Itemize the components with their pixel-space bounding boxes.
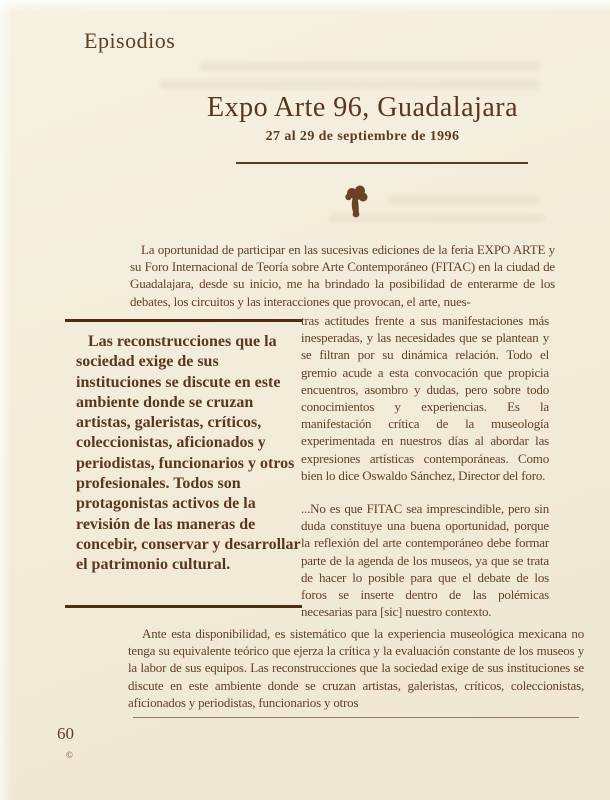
footer-rule — [133, 717, 579, 718]
section-header: Episodios — [84, 28, 176, 53]
bleed-through-mark — [200, 62, 540, 71]
page-number: 60 — [57, 724, 74, 743]
fleuron-ornament-icon — [338, 184, 372, 224]
pull-quote: Las reconstrucciones que la sociedad exige de sus instituciones se discute en este ambiente donde se cruzan artistas, galeristas, críticos, coleccionistas, aficionados y periodistas, funcionarios y otros profesionales. Todos son protagonistas activos de la revisión de las maneras de concebir, conservar y desarrollar el patrimonio cultural. — [76, 333, 301, 574]
bleed-through-mark — [390, 196, 540, 204]
scan-edge-top — [0, 0, 610, 12]
pull-quote-rule-bottom — [65, 605, 302, 608]
paragraph-block-quote: ...No es que FITAC sea imprescindible, pero sin duda constituye una buena oportunidad, porque la reflexión del arte contemporáneo debe formar parte de la agenda de los museos, ya que se trata de hacer lo posible para que el debate de los foros se inserte dentro de las polémicas necesarias para [sic] nuestro contexto. — [301, 501, 549, 620]
scan-edge-left — [0, 0, 12, 800]
paragraph-intro-continued: tras actitudes frente a sus manifestaciones más inesperadas, y las necesidades que se plantean y se filtran por su dinámica relación. Todo el gremio acude a esta convocación que propicia encuentros, asombro y dudas, pero sobre todo conocimientos y experiencias. Es la manifestación crítica de la museología experimentada en nuestros días al abordar las expresiones artísticas contemporáneas. Como bien lo dice Oswaldo Sánchez, Director del foro. — [301, 313, 549, 483]
right-text-column — [301, 312, 549, 620]
bleed-through-mark — [160, 80, 540, 89]
copyright-mark: © — [66, 750, 73, 760]
article-subtitle: 27 al 29 de septiembre de 1996 — [265, 129, 460, 144]
heading-divider-rule — [236, 162, 528, 164]
paragraph-intro: La oportunidad de participar en las sucesivas ediciones de la feria EXPO ARTE y su Foro Internacional de Teoría sobre Arte Contemporáneo (FITAC) en la ciudad de Guadalajara, desde su inicio, me ha brindado la posibilidad de enterarme de los debates, los circuitos y las interacciones que provocan, el arte, nues- — [130, 242, 555, 309]
article-heading-block — [175, 92, 550, 145]
paragraph-closing: Ante esta disponibilidad, es sistemático que la experiencia museológica mexicana no tenga su equivalente teórico que ejerza la crítica y la evaluación constante de los museos y la labor de sus equipos. Las reconstrucciones que la sociedad exige de sus instituciones se discute en este ambiente donde se cruzan artistas, galeristas, críticos, coleccionistas, aficionados y periodistas, funcionarios y otros — [128, 626, 584, 710]
pull-quote-rule-top — [65, 319, 302, 322]
article-title: Expo Arte 96, Guadalajara — [206, 92, 519, 123]
